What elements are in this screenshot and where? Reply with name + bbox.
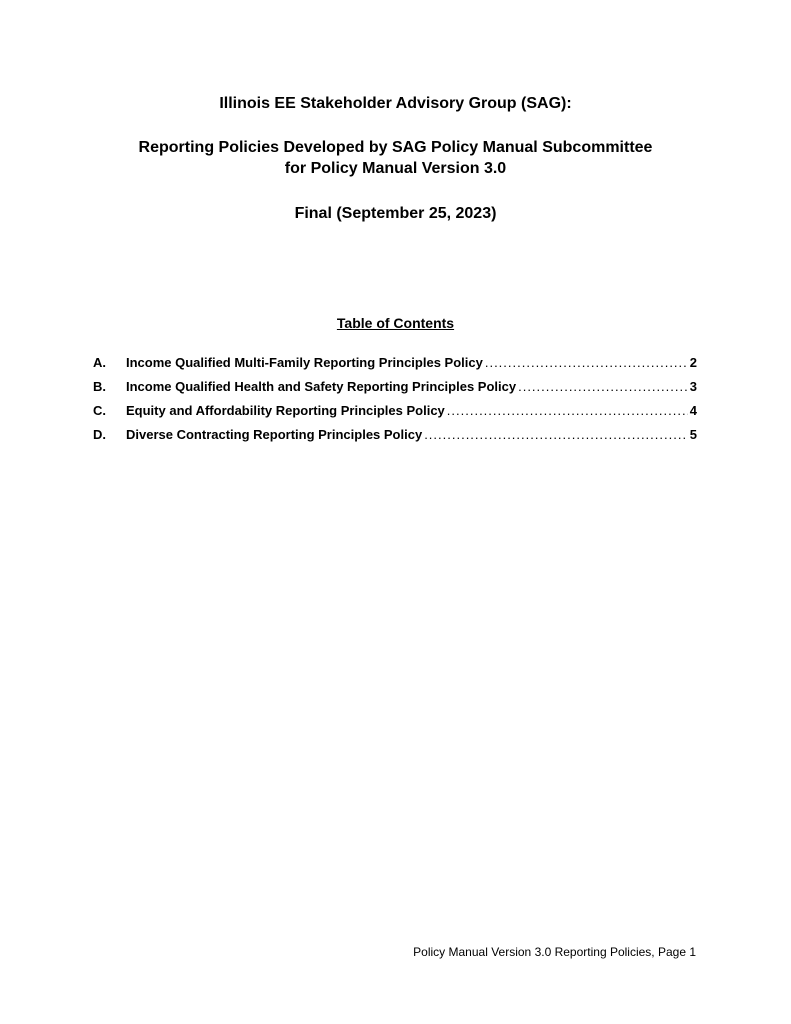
toc-dot-leader: [485, 351, 688, 375]
toc-entry-letter: A.: [93, 355, 106, 370]
toc-entry-b[interactable]: [93, 375, 697, 399]
document-status-date: Final (September 25, 2023): [294, 205, 497, 222]
document-subtitle-line1: Reporting Policies Developed by SAG Policy Manual Subcommittee: [138, 139, 653, 156]
toc-entry-letter: D.: [93, 427, 106, 442]
page-footer: Policy Manual Version 3.0 Reporting Policies, Page 1: [413, 945, 696, 959]
toc-entry-letter: B.: [93, 379, 106, 394]
document-subtitle-line2: for Policy Manual Version 3.0: [284, 160, 507, 177]
document-title: Illinois EE Stakeholder Advisory Group (SAG):: [219, 95, 572, 112]
toc-heading: Table of Contents: [336, 315, 455, 331]
toc-entry-title[interactable]: Income Qualified Health and Safety Reporting Principles Policy: [126, 379, 517, 394]
toc-entry-d[interactable]: [93, 423, 697, 447]
toc-entry-c[interactable]: [93, 399, 697, 423]
toc-entry-letter: C.: [93, 403, 106, 418]
toc-dot-leader: [447, 399, 688, 423]
toc-entry-page[interactable]: 2: [689, 355, 697, 370]
toc-entry-page[interactable]: 4: [689, 403, 697, 418]
table-of-contents: [93, 351, 697, 447]
toc-entry-title[interactable]: Equity and Affordability Reporting Principles Policy: [126, 403, 445, 418]
toc-entry-title[interactable]: Income Qualified Multi-Family Reporting Principles Policy: [126, 355, 483, 370]
toc-entry-title[interactable]: Diverse Contracting Reporting Principles Policy: [126, 427, 423, 442]
toc-dot-leader: [424, 423, 688, 447]
toc-dot-leader: [518, 375, 688, 399]
toc-entry-a[interactable]: [93, 351, 697, 375]
toc-entry-page[interactable]: 5: [689, 427, 697, 442]
toc-entry-page[interactable]: 3: [689, 379, 697, 394]
